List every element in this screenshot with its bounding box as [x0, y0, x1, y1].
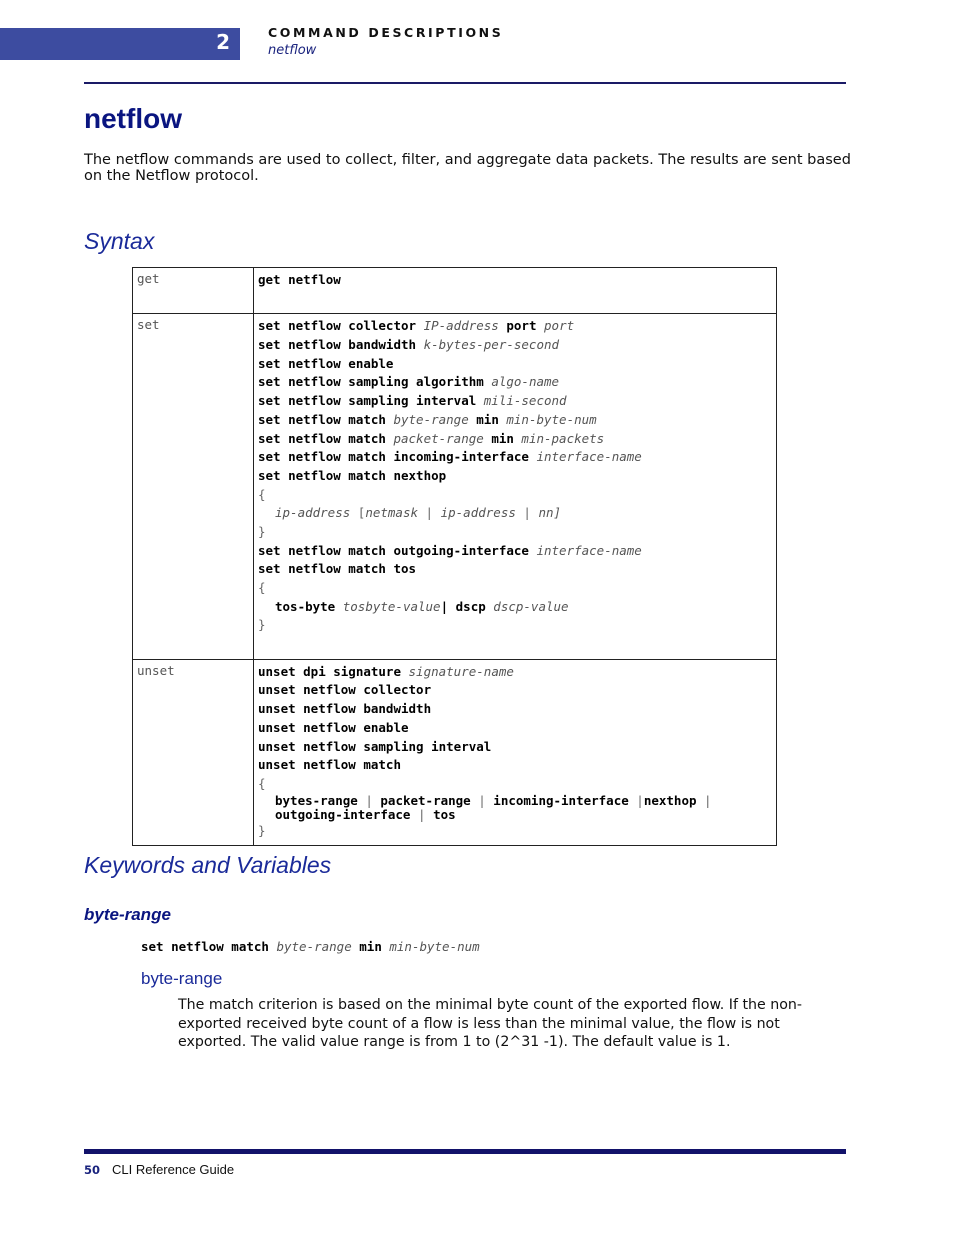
command-line	[258, 598, 772, 617]
command-variable: signature-name	[408, 663, 514, 679]
footer-divider	[84, 1149, 846, 1154]
command-line	[258, 663, 772, 682]
command-line	[258, 317, 772, 336]
bracket: [	[357, 505, 366, 521]
command-line	[258, 448, 772, 467]
command-line	[258, 411, 772, 430]
command-keyword: bytes-range	[275, 792, 358, 808]
syntax-commands-unset	[254, 659, 777, 846]
section-subtitle: netflow	[268, 43, 317, 58]
command-keyword: set netflow enable	[258, 355, 394, 371]
command-line	[258, 738, 772, 757]
command-keyword: tos	[433, 806, 456, 822]
command-keyword: set netflow bandwidth	[258, 337, 417, 353]
command-keyword: min	[359, 939, 382, 954]
keyword-subtitle: byte-range	[141, 969, 223, 988]
command-keyword: packet-range	[380, 792, 471, 808]
command-keyword: set netflow match	[141, 939, 269, 954]
syntax-row-get	[133, 268, 777, 314]
command-line	[258, 430, 772, 449]
command-variable: byte-range	[276, 939, 352, 954]
command-line	[258, 355, 772, 374]
command-line	[258, 719, 772, 738]
intro-paragraph: The netflow commands are used to collect, filter, and aggregate data packets. The results are sent based on the Netflow protocol.	[84, 152, 851, 184]
command-line	[258, 373, 772, 392]
command-keyword: unset dpi signature	[258, 663, 401, 679]
command-variable: tosbyte-value	[342, 598, 441, 614]
open-brace: {	[258, 580, 266, 595]
command-keyword: set netflow match nexthop	[258, 467, 447, 483]
command-keyword: get netflow	[258, 272, 341, 287]
open-brace: {	[258, 775, 266, 791]
page-number: 50	[84, 1163, 101, 1177]
command-variable: interface-name	[536, 542, 642, 558]
command-variable: interface-name	[536, 449, 642, 465]
command-line	[258, 756, 772, 775]
command-variable: min-byte-num	[506, 411, 597, 427]
command-line	[258, 681, 772, 700]
command-line	[258, 467, 772, 486]
command-line	[258, 794, 772, 808]
command-variable: k-bytes-per-second	[423, 337, 560, 353]
command-variable: ip-address	[440, 505, 516, 521]
command-keyword: set netflow match tos	[258, 561, 417, 577]
command-line	[258, 336, 772, 355]
command-keyword: set netflow match outgoing-interface	[258, 542, 529, 558]
page-title: netflow	[84, 103, 182, 134]
command-keyword: set netflow collector	[258, 318, 417, 334]
command-keyword: dscp	[455, 598, 486, 614]
separator: |	[365, 792, 373, 808]
separator: |	[523, 505, 531, 521]
command-keyword: set netflow sampling interval	[258, 393, 477, 409]
close-brace: }	[258, 822, 266, 838]
command-variable: byte-range	[393, 411, 469, 427]
command-variable: dscp-value	[493, 598, 569, 614]
command-keyword: set netflow sampling algorithm	[258, 374, 484, 390]
syntax-label-set: set	[133, 314, 254, 659]
command-keyword: outgoing-interface	[275, 806, 411, 822]
chapter-tab	[0, 28, 240, 60]
command-line	[258, 392, 772, 411]
command-variable: port	[544, 318, 575, 334]
separator: |	[704, 792, 712, 808]
command-variable: algo-name	[491, 374, 560, 390]
command-line	[258, 808, 772, 822]
command-line	[258, 504, 772, 523]
command-variable: packet-range	[393, 430, 484, 446]
command-variable: ip-address	[275, 505, 351, 521]
command-keyword: unset netflow bandwidth	[258, 701, 432, 717]
command-keyword: set netflow match incoming-interface	[258, 449, 529, 465]
command-variable: mili-second	[483, 393, 567, 409]
keyword-description: The match criterion is based on the minimal byte count of the exported flow. If the non-exported received byte count of a flow is less than the minimal value, the flow is not exported. The valid value range is from 1 to (2^31 -1). The default value is 1.	[178, 997, 803, 1050]
keywords-heading: Keywords and Variables	[84, 852, 332, 878]
command-keyword: min	[476, 411, 499, 427]
syntax-heading: Syntax	[84, 228, 155, 254]
syntax-row-set	[133, 314, 777, 659]
keyword-title: byte-range	[84, 905, 171, 924]
close-brace: }	[258, 617, 266, 633]
open-brace: {	[258, 486, 266, 502]
command-keyword: set netflow match	[258, 430, 386, 446]
separator: |	[478, 792, 486, 808]
command-keyword: nexthop	[643, 792, 697, 808]
separator: |	[425, 505, 434, 521]
syntax-label-unset: unset	[133, 659, 254, 846]
syntax-table	[132, 267, 777, 846]
command-keyword: set netflow match	[258, 411, 386, 427]
command-variable: min-packets	[521, 430, 605, 446]
separator: |	[636, 792, 644, 808]
section-title: COMMAND DESCRIPTIONS	[268, 25, 504, 40]
syntax-commands-set	[254, 314, 777, 659]
syntax-row-unset	[133, 659, 777, 846]
command-keyword: tos-byte	[275, 598, 336, 614]
command-keyword: unset netflow collector	[258, 682, 432, 698]
command-line	[258, 560, 772, 579]
blank-line	[258, 635, 772, 654]
command-variable: IP-address	[423, 318, 499, 334]
command-keyword: min	[491, 430, 514, 446]
command-keyword: unset netflow enable	[258, 719, 409, 735]
command-keyword: incoming-interface	[493, 792, 629, 808]
command-line	[258, 542, 772, 561]
command-line	[258, 700, 772, 719]
command-keyword: unset netflow sampling interval	[258, 738, 492, 754]
blank-line	[258, 290, 772, 309]
chapter-number: 2	[216, 30, 230, 54]
command-variable: min-byte-num	[389, 939, 480, 954]
separator: |	[418, 806, 426, 822]
keyword-example	[141, 939, 480, 954]
command-keyword: unset netflow match	[258, 757, 401, 773]
syntax-label-get: get	[133, 268, 254, 314]
command-line	[258, 271, 772, 290]
command-keyword: port	[506, 318, 537, 334]
command-variable: nn]	[538, 505, 562, 521]
separator: |	[440, 598, 449, 614]
guide-title: CLI Reference Guide	[112, 1162, 235, 1177]
header-divider	[84, 82, 846, 84]
close-brace: }	[258, 523, 266, 539]
command-variable: netmask	[365, 505, 419, 521]
syntax-commands-get	[254, 268, 777, 314]
